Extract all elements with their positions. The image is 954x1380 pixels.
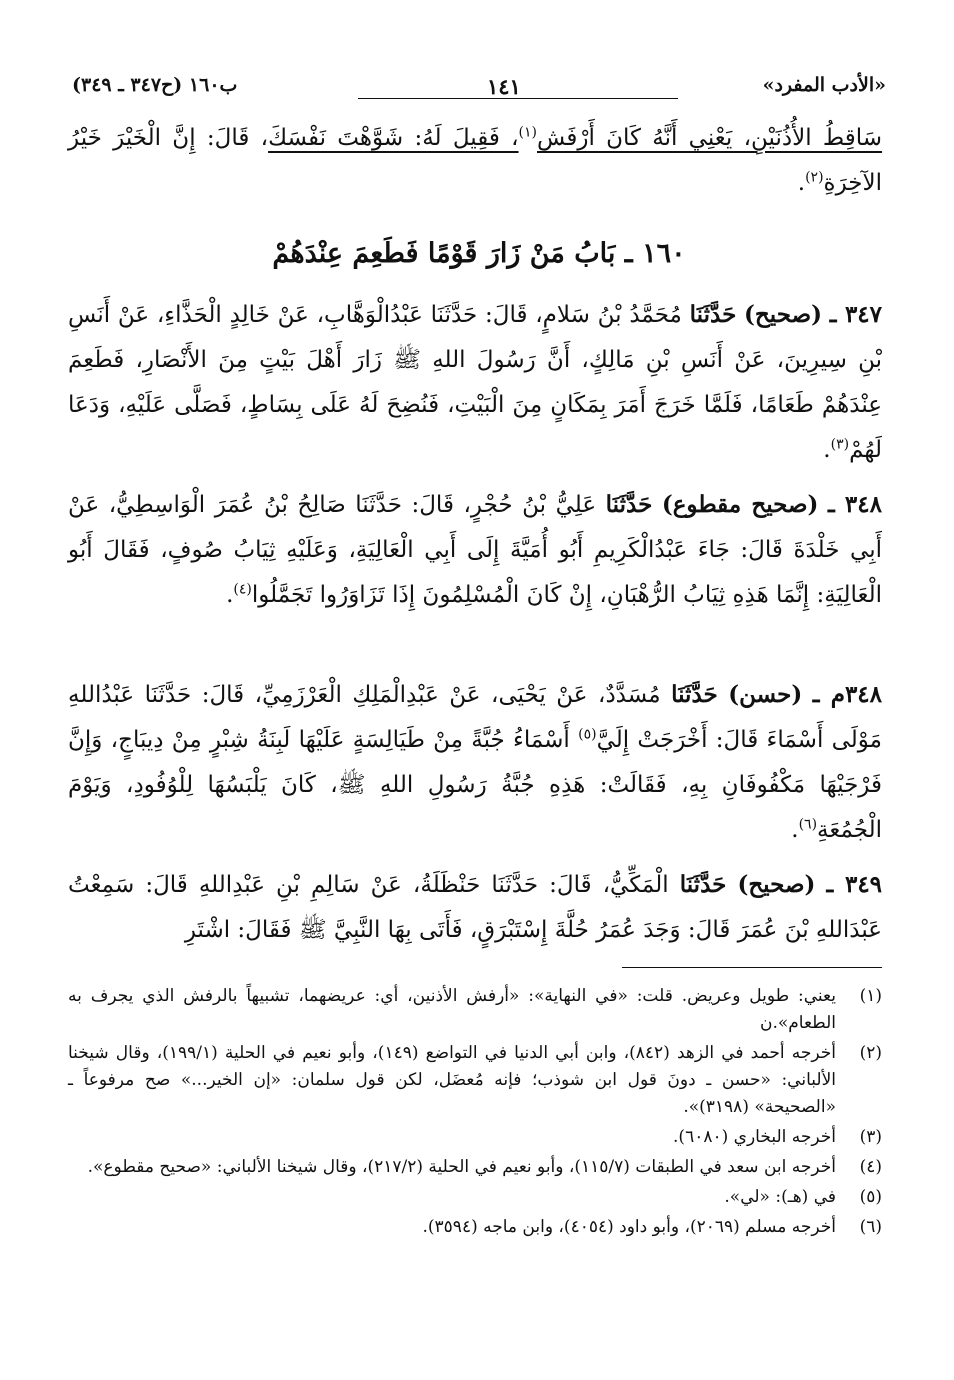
footnote: [68, 1124, 882, 1151]
haddathana: حَدَّثَنَا: [605, 491, 653, 518]
hadith-grade: (صحيح مقطوع): [661, 491, 819, 518]
footnote: [68, 1184, 882, 1211]
continuation-text: ، قَالَ: إِنَّ الْخَيْرَ خَيْرُ الآخِرَةِ: [68, 125, 882, 196]
underlined-text-2: ، فَقِيلَ لَهُ: شَوَّهْتَ نَفْسَكَ: [268, 125, 519, 151]
hadith-text: مُحَمَّدُ بْنُ سَلامٍ، قَالَ: حَدَّثَنَا عَبْدُالْوَهَّابِ، عَنْ خَالِدٍ الْحَذَّاءِ، عَنْ أَنَسِ بْنِ سِيرِينَ، عَنْ أَنَسِ بْنِ مَالِكٍ، أَنَّ رَسُولَ اللهِ ﷺ زَارَ أَهْلَ بَيْتٍ مِنَ الأَنْصَارِ، فَطَعِمَ عِنْدَهُمْ طَعَامًا، فَلَمَّا خَرَجَ أَمَرَ بِمَكَانٍ مِنَ الْبَيْتِ، فَنُضِحَ لَهُ عَلَى بِسَاطٍ، فَصَلَّى عَلَيْهِ، وَدَعَا لَهُمْ: [68, 302, 882, 463]
hadith-grade: (صحيح): [737, 871, 816, 898]
underlined-text: سَاقِطُ الأُذُنَيْنِ، يَعْنِي أَنَّهُ كَانَ أَرْفَش: [537, 125, 882, 151]
hadith-text: الْمَكِّيُّ، قَالَ: حَدَّثَنَا حَنْظَلَةُ، عَنْ سَالِمِ بْنِ عَبْدِاللهِ قَالَ: سَمِعْتُ عَبْدَاللهِ بْنَ عُمَرَ قَالَ: وَجَدَ عُمَرُ حُلَّةَ إِسْتَبْرَقٍ، فَأَتَى بِهَا النَّبِيَّ ﷺ فَقَالَ: اشْتَرِ: [68, 872, 882, 943]
footnote-text: يعني: طويل وعريض. قلت: «في النهاية»: «أرفش الأذنين، أي: عريضهما، تشبيهاً بالرفش الذي يجرف به الطعام».ن: [68, 986, 836, 1033]
footnote-text: أخرجه مسلم (٢٠٦٩)، وأبو داود (٤٠٥٤)، وابن ماجه (٣٥٩٤).: [422, 1217, 836, 1237]
footnote-separator: [622, 967, 882, 968]
running-header: [72, 74, 886, 106]
footnote-ref-6: (٦): [798, 816, 818, 833]
hadith-text: عَلِيُّ بْنُ حُجْرٍ، قَالَ: حَدَّثَنَا صَالِحُ بْنُ عُمَرَ الْوَاسِطِيُّ، عَنْ أَبِي خَلْدَةَ قَالَ: جَاءَ عَبْدُالْكَرِيمِ أَبُو أُمَيَّةَ إِلَى أَبِي الْعَالِيَةِ، وَعَلَيْهِ ثِيَابُ صُوفٍ، فَقَالَ أَبُو الْعَالِيَةِ: إِنَّمَا هَذِهِ ثِيَابُ الرُّهْبَانِ، إِنْ كَانَ الْمُسْلِمُونَ إِذَا تَزَاوَرُوا تَجَمَّلُوا: [68, 492, 882, 608]
footnote-number: (٦): [859, 1217, 882, 1237]
punctuation: .: [226, 582, 234, 608]
hadith-349: [68, 862, 882, 953]
haddathana: حَدَّثَنَا: [671, 681, 718, 708]
haddathana: حَدَّثَنَا: [689, 301, 737, 328]
footnote-number: (٥): [859, 1187, 882, 1207]
footnote-ref-1: (١): [518, 124, 538, 141]
hadith-348: [68, 482, 882, 618]
punctuation: .: [797, 170, 806, 196]
footnote-ref-5: (٥): [578, 726, 597, 743]
hadith-text: مُسَدَّدٌ، عَنْ يَحْيَى، عَنْ عَبْدِالْمَلِكِ الْعَرْزَمِيِّ، قَالَ: حَدَّثَنَا عَبْدُاللهِ مَوْلَى أَسْمَاءَ قَالَ: أَخْرَجَتْ إِلَيَّ: [68, 682, 882, 753]
punctuation: .: [791, 817, 799, 843]
hadith-text-cont: أَسْمَاءُ جُبَّةً مِنْ طَيَالِسَةٍ عَلَيْهَا لَبِنَةُ شِبْرٍ مِنْ دِيبَاجٍ، وَإِنَّ فَرْجَيْهَا مَكْفُوفَانِ بِهِ، فَقَالَتْ: هَذِهِ جُبَّةُ رَسُولِ اللهِ ﷺ، كَانَ يَلْبَسُهَا لِلْوُفُودِ، وَيَوْمَ الْجُمُعَةِ: [68, 727, 882, 843]
footnote-number: (١): [859, 986, 882, 1006]
continuation-paragraph: [68, 116, 882, 206]
hadith-348m: [68, 672, 882, 853]
footnote-text: أخرجه ابن سعد في الطبقات (١١٥/٧)، وأبو نعيم في الحلية (٢١٧/٢)، وقال شيخنا الألباني: «صحيح مقطوع».: [87, 1157, 836, 1177]
footnote-ref-3: (٣): [830, 436, 850, 453]
hadith-grade: (صحيح): [744, 301, 822, 328]
chapter-range: ب١٦٠ (ح٣٤٧ ـ ٣٤٩): [72, 74, 238, 96]
footnote: [68, 1214, 882, 1241]
hadith-number: ٣٤٧ ـ: [829, 301, 883, 328]
chapter-title: ١٦٠ ـ بَابُ مَنْ زَارَ قَوْمًا فَطَعِمَ عِنْدَهُمْ: [272, 238, 686, 269]
footnote-number: (٤): [859, 1157, 882, 1177]
page-number: ١٤١: [487, 74, 521, 99]
hadith-number: ٣٤٩ ـ: [826, 871, 883, 898]
hadith-grade: (حسن): [728, 681, 803, 708]
footnote: [68, 1154, 882, 1181]
footnote-text: أخرجه البخاري (٦٠٨٠).: [673, 1127, 836, 1147]
punctuation: .: [823, 437, 831, 463]
hadith-number: ٣٤٨م ـ: [812, 681, 882, 708]
footnotes: [68, 983, 882, 1244]
footnote-number: (٢): [859, 1043, 882, 1063]
footnote: [68, 1040, 882, 1121]
hadith-number: ٣٤٨ ـ: [827, 491, 882, 518]
footnote-text: أخرجه أحمد في الزهد (٨٤٢)، وابن أبي الدنيا في التواضع (١٤٩)، وأبو نعيم في الحلية (١٩٩/١)، وقال شيخنا الألباني: «حسن ـ دونَ قول ابن شوذب؛ فإنه مُعضَل، لكن قول سلمان: «إن الخير...» صح مرفوعاً ـ «الصحيحة» (٣١٩٨)».: [68, 1043, 837, 1117]
footnote-ref-2: (٢): [805, 169, 824, 186]
footnote-text: في (هـ): «لي».: [724, 1187, 836, 1207]
footnote: [68, 983, 882, 1037]
book-title: «الأدب المفرد»: [762, 74, 886, 96]
footnote-ref-4: (٤): [233, 581, 252, 598]
haddathana: حَدَّثَنَا: [679, 871, 727, 898]
header-rule-left: [358, 98, 478, 99]
footnote-number: (٣): [859, 1127, 882, 1147]
hadith-347: [68, 292, 882, 473]
